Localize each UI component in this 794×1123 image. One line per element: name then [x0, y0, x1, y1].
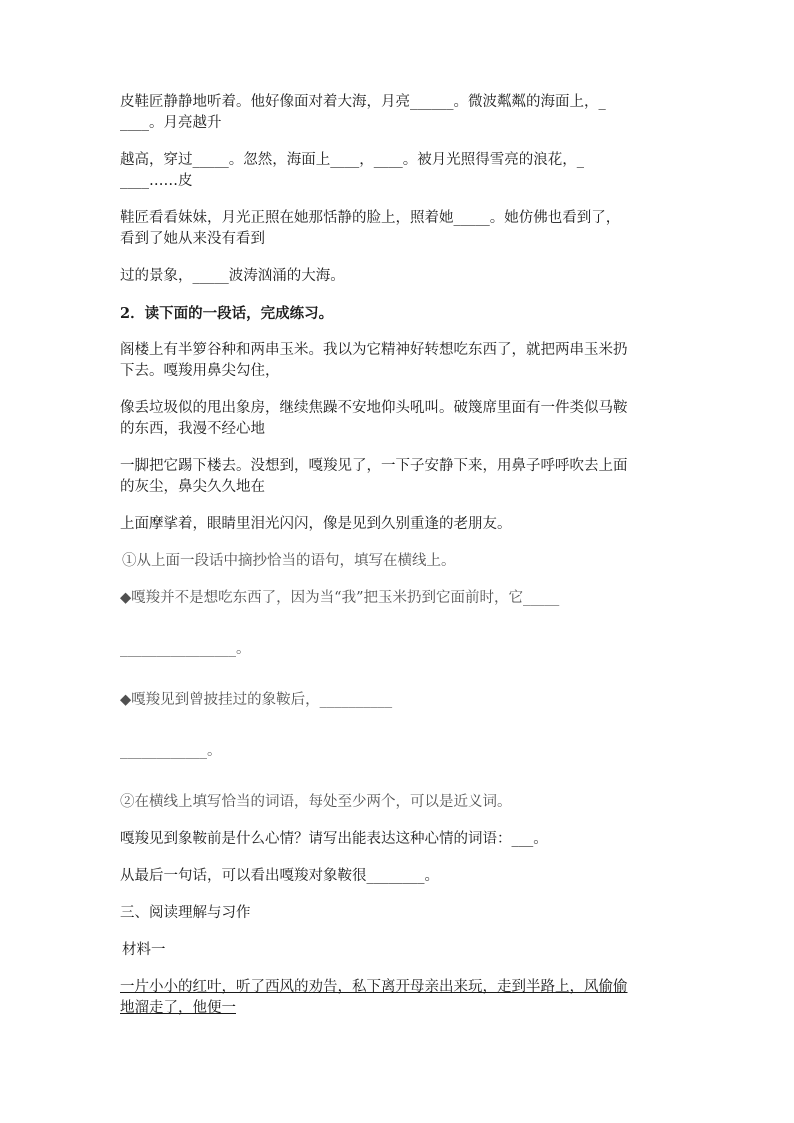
- passage-line: 越高，穿过_____。忽然，海面上____，____。被月光照得雪亮的浪花，_: [120, 152, 584, 168]
- material-1-heading: 材料一: [122, 942, 166, 958]
- question-mood: 嘎羧见到象鞍前是什么心情？请写出能表达这种心情的词语：___。: [120, 831, 548, 847]
- sub-question-1: ①从上面一段话中摘抄恰当的语句，填写在横线上。: [122, 553, 456, 569]
- reading-paragraph-line: 像丢垃圾似的甩出象房，继续焦躁不安地仰头吼叫。破篾席里面有一件类似马鞍: [120, 400, 628, 416]
- sub-question-2: ②在横线上填写恰当的词语，每处至少两个，可以是近义词。: [120, 794, 512, 810]
- section-3-heading: 三、阅读理解与习作: [120, 905, 251, 921]
- reading-paragraph-line: 一脚把它踢下楼去。没想到，嘎羧见了，一下子安静下来，用鼻子呼呼吹去上面: [120, 458, 628, 474]
- reading-paragraph-line: 下去。嘎羧用鼻尖勾住，: [120, 363, 280, 379]
- passage-line: 过的景象，_____波涛汹涌的大海。: [120, 268, 345, 284]
- passage-line: ____……皮: [120, 173, 193, 189]
- fill-in-bullet-2: ◆嘎羧见到曾披挂过的象鞍后，__________: [120, 692, 393, 708]
- material-1-line: 一片小小的红叶，听了西风的劝告，私下离开母亲出来玩，走到半路上，风偷偷: [120, 979, 628, 995]
- material-1-line: 地溜走了，他便一: [120, 1000, 236, 1016]
- passage-line: 看到了她从来没有看到: [120, 231, 265, 247]
- reading-paragraph-line: 的东西，我漫不经心地: [120, 421, 265, 437]
- answer-blank-2: ____________。: [120, 743, 222, 759]
- document-page: [120, 92, 680, 1019]
- question-attitude: 从最后一句话，可以看出嘎羧对象鞍很________。: [120, 868, 439, 884]
- passage-line: 皮鞋匠静静地听着。他好像面对着大海，月亮______。微波粼粼的海面上，_: [120, 94, 606, 110]
- reading-paragraph-line: 的灰尘，鼻尖久久地在: [120, 479, 265, 495]
- reading-paragraph-line: 阁楼上有半箩谷种和两串玉米。我以为它精神好转想吃东西了，就把两串玉米扔: [120, 342, 628, 358]
- reading-paragraph-line: 上面摩挲着，眼睛里泪光闪闪，像是见到久别重逢的老朋友。: [120, 516, 512, 532]
- passage-line: ____。月亮越升: [120, 115, 222, 131]
- question-2-title: 2．读下面的一段话，完成练习。: [120, 305, 334, 322]
- answer-blank-1: ________________。: [120, 641, 251, 657]
- passage-line: 鞋匠看看妹妹，月光正照在她那恬静的脸上，照着她_____。她仿佛也看到了，: [120, 210, 621, 226]
- fill-in-bullet-1: ◆嘎羧并不是想吃东西了，因为当“我”把玉米扔到它面前时，它_____: [120, 590, 560, 606]
